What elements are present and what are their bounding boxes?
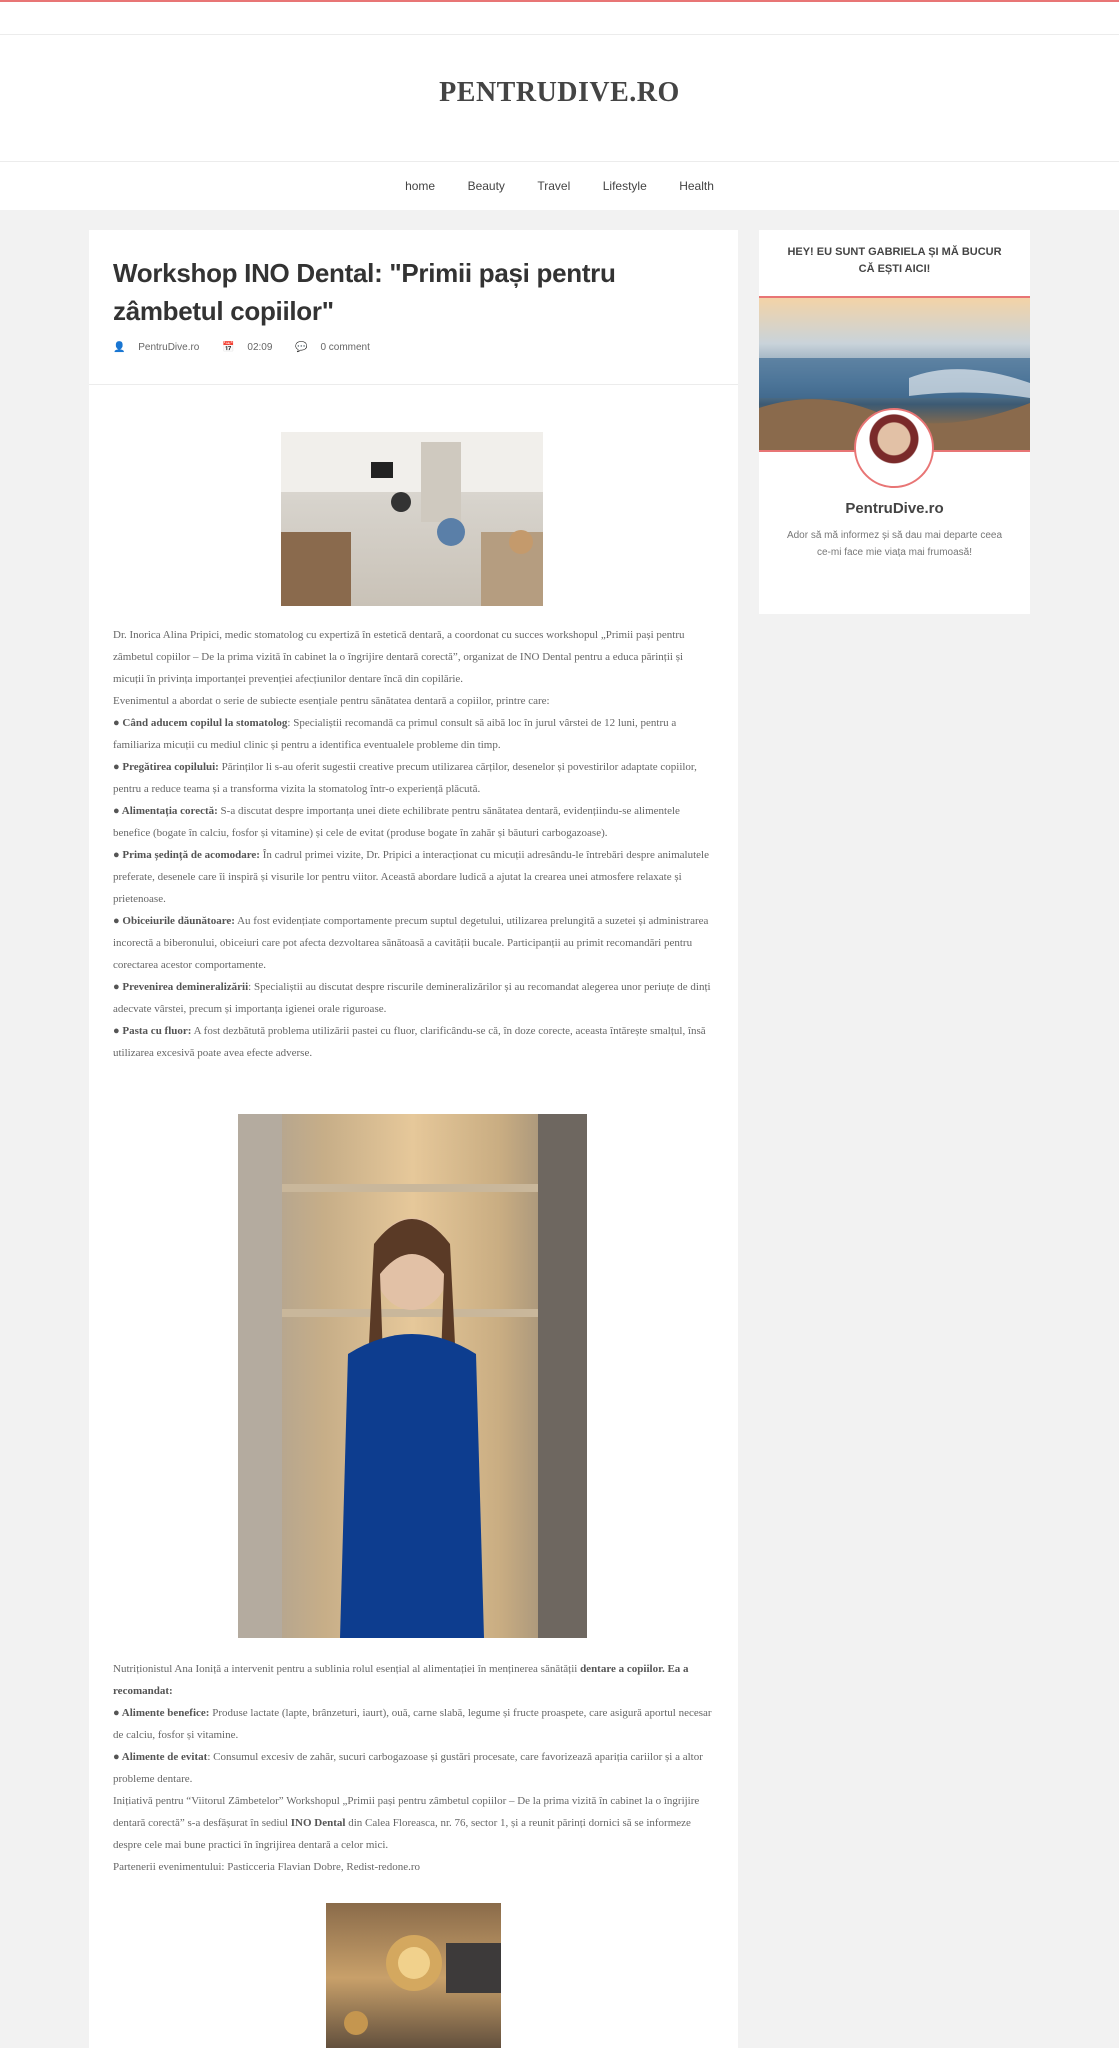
nav-item-beauty[interactable]: Beauty [467, 179, 505, 193]
post-meta [113, 342, 390, 353]
post-title: Workshop INO Dental: "Primii pași pentru zâmbetul copiilor" [113, 258, 616, 326]
paragraph: Nutriționistul Ana Ioniță a intervenit pentru a sublinia rolul esențial al alimentației în menținerea sănătății dentare a copiilor. Ea a recomandat: [113, 1663, 689, 1697]
nav-item-health[interactable]: Health [679, 179, 714, 193]
post-comments[interactable]: 💬 0 comment [295, 342, 370, 353]
divider [89, 384, 738, 385]
sidebar-about-widget [759, 230, 1030, 614]
widget-title: HEY! EU SUNT GABRIELA ȘI MĂ BUCUR CĂ EȘTI AICI! [787, 246, 1002, 275]
doctor-portrait-photo [238, 1114, 587, 1638]
calendar-icon: 📅 [222, 342, 235, 353]
nav-item-travel[interactable]: Travel [537, 179, 571, 193]
nav-item-lifestyle[interactable]: Lifestyle [602, 179, 647, 193]
author-bio: Ador să mă informez și să dau mai departe ceea ce-mi face mie viața mai frumoasă! [786, 530, 1003, 558]
list-item: ● Prevenirea demineralizării: Specialiștii au discutat despre riscurile demineralizărilor și au recomandat alegerea unor periuțe de dinți adecvate vârstei, precum și importanța igienei orale riguroase. [113, 981, 711, 1015]
site-title[interactable]: PENTRUDIVE.RO [439, 77, 680, 108]
article-section-1 [113, 624, 713, 1064]
list-item: ● Pregătirea copilului: Părinților li s-au oferit sugestii creative precum utilizarea cărților, desenelor și povestirilor adaptate copiilor, pentru a reduce teama și a transforma vizita la stomatolog într-o experiență plăcută. [113, 761, 697, 795]
paragraph: Dr. Inorica Alina Pripici, medic stomatolog cu expertiză în estetică dentară, a coordonat cu succes workshopul „Primii pași pentru zâmbetul copiilor – De la prima vizită în cabinet la o îngrijire dentară corectă”, organizat de INO Dental pentru a educa părinții și micuții în privința importanței prevenției afecțiunilor dentare încă din copilărie. [113, 629, 685, 685]
clinic-photo [326, 1903, 501, 2048]
list-item: ● Când aducem copilul la stomatolog: Specialiștii recomandă ca primul consult să aibă loc în jurul vârstei de 12 luni, pentru a familiariza micuții cu mediul clinic și pentru a identifica eventualele probleme din timp. [113, 717, 677, 751]
paragraph: Inițiativă pentru “Viitorul Zâmbetelor” Workshopul „Primii pași pentru zâmbetul copiilor – De la prima vizită în cabinet la o îngrijire dentară corectă” s-a desfășurat în sediul INO Dental din Calea Floreasca, nr. 76, sector 1, și a reunit părinți dornici să se informeze despre cele mai bune practici în îngrijirea dentară a celor mici. [113, 1795, 700, 1851]
post-time: 📅 02:09 [222, 342, 273, 353]
list-item: ● Alimentația corectă: S-a discutat despre importanța unei diete echilibrate pentru sănătatea dentară, evidențiindu-se alimentele benefice (bogate în calciu, fosfor și vitamine) și cele de evitat (produse bogate în zahăr și băuturi carbogazoase). [113, 805, 680, 839]
author-name: PentruDive.ro [845, 500, 944, 517]
list-item: ● Alimente benefice: Produse lactate (lapte, brânzeturi, iaurt), ouă, carne slabă, legume și fructe proaspete, care asigură aportul necesar de calciu, fosfor și vitamine. [113, 1707, 712, 1741]
list-item: ● Obiceiurile dăunătoare: Au fost evidențiate comportamente precum suptul degetului, utilizarea prelungită a suzetei și administrarea incorectă a biberonului, obiceiuri care pot afecta dezvoltarea sănătoasă a cavității bucale. Participanții au primit recomandări pentru corectarea acestor comportamente. [113, 915, 709, 971]
list-item: ● Pasta cu fluor: A fost dezbătută problema utilizării pastei cu fluor, clarificându-se că, în doze corecte, aceasta întărește smalțul, însă utilizarea excesivă poate avea efecte adverse. [113, 1025, 706, 1059]
post-author[interactable]: 👤 PentruDive.ro [113, 342, 200, 353]
paragraph: Partenerii evenimentului: Pasticceria Flavian Dobre, Redist-redone.ro [113, 1861, 420, 1873]
post-content [89, 230, 738, 2048]
top-bar [0, 2, 1119, 35]
article-section-2 [113, 1658, 713, 1878]
user-icon: 👤 [113, 342, 126, 353]
nav-item-home[interactable]: home [405, 179, 436, 193]
author-avatar [854, 408, 934, 488]
paragraph: Evenimentul a abordat o serie de subiecte esențiale pentru sănătatea dentară a copiilor, printre care: [113, 695, 550, 707]
comments-icon: 💬 [295, 342, 308, 353]
site-header [0, 35, 1119, 162]
list-item: ● Prima ședință de acomodare: În cadrul primei vizite, Dr. Pripici a interacționat cu micuții adresându-le întrebări despre animalutele preferate, desenele care îi inspiră și visurile lor pentru viitor. Această abordare ludică a ajutat la crearea unei atmosfere relaxate și prietenoase. [113, 849, 709, 905]
list-item: ● Alimente de evitat: Consumul excesiv de zahăr, sucuri carbogazoase și gustări procesate, care favorizează apariția cariilor și a altor probleme dentare. [113, 1751, 703, 1785]
workshop-photo [281, 432, 543, 606]
main-nav [0, 162, 1119, 210]
